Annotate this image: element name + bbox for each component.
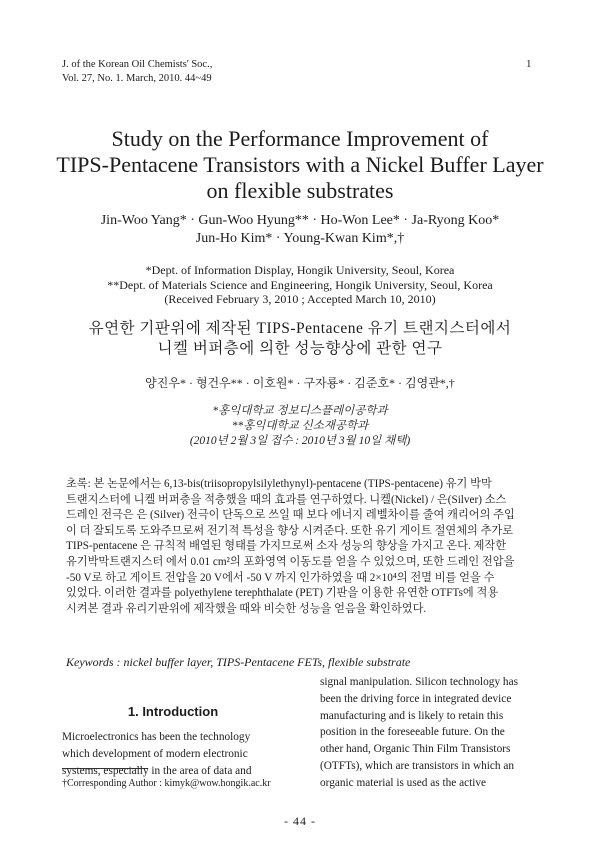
journal-citation bbox=[62, 58, 212, 86]
affiliations bbox=[0, 263, 600, 307]
abstract-line: 유기박막트랜지스터 에서 0.01 cm²의 포화영역 이동도를 얻을 수 있었으며, 또한 드레인 전압을 bbox=[66, 555, 515, 568]
author-list bbox=[0, 212, 600, 248]
korean-affiliation-2: **홍익대학교 신소재공학과 bbox=[231, 420, 369, 432]
korean-affiliation-1: *홍익대학교 정보디스플레이공학과 bbox=[212, 405, 388, 417]
authors-line-1: Jin-Woo Yang* · Gun-Woo Hyung** · Ho-Won Lee* · Ja-Ryong Koo* bbox=[100, 213, 500, 228]
body-line: been the driving force in integrated device bbox=[320, 692, 512, 705]
abstract-line: 시켜본 결과 유리기판위에 제작했을 때와 비슷한 성능을 얻음을 확인하였다. bbox=[66, 602, 427, 615]
korean-title-line-1: 유연한 기판위에 제작된 TIPS-Pentacene 유기 트랜지스터에서 bbox=[88, 320, 512, 337]
received-dates: (Received February 3, 2010 ; Accepted March 10, 2010) bbox=[164, 292, 436, 306]
body-line: organic material is used as the active bbox=[320, 776, 487, 789]
section-heading-introduction: 1. Introduction bbox=[127, 704, 219, 719]
korean-authors: 양진우* · 형건우** · 이호원* · 구자룡* · 김준호* · 김영관*,† bbox=[145, 376, 455, 390]
body-line: systems, especially in the area of data and bbox=[62, 764, 252, 777]
footer-page-number: - 44 - bbox=[284, 814, 316, 828]
body-line: signal manipulation. Silicon technology has bbox=[320, 676, 518, 688]
korean-title-line-2: 니켈 버퍼층에 의한 성능향상에 관한 연구 bbox=[157, 340, 443, 357]
body-line: which development of modern electronic bbox=[62, 747, 248, 760]
body-line: position in the foreseeable future. On the bbox=[320, 726, 505, 739]
journal-name: J. of the Korean Oil Chemists' Soc., bbox=[62, 59, 213, 70]
title-line-3: on flexible substrates bbox=[206, 178, 394, 203]
title-line-2: TIPS-Pentacene Transistors with a Nickel Buffer Layer bbox=[56, 152, 544, 177]
abstract-line: 초록: 본 논문에서는 6,13-bis(triisopropylsilylethynyl)-pentacene (TIPS-pentacene) 유기 박막 bbox=[66, 478, 492, 490]
abstract-line: 트랜지스터에 니켈 버퍼층을 적층했을 때의 효과를 연구하였다. 니켈(Nickel) / 은(Silver) 소스 bbox=[66, 493, 507, 506]
abstract bbox=[66, 477, 534, 617]
korean-title bbox=[0, 319, 600, 359]
body-line: other hand, Organic Thin Film Transistors bbox=[320, 743, 511, 756]
footnote-divider bbox=[62, 768, 148, 769]
korean-dates: (2010년 2월 3일 접수 : 2010년 3월 10일 채택) bbox=[189, 435, 411, 447]
abstract-line: 있었다. 이러한 결과를 polyethylene terephthalate (PET) 기판을 이용한 유연한 OTFTs에 적용 bbox=[66, 587, 499, 600]
abstract-line: -50 V로 하고 게이트 전압을 20 V에서 -50 V 까지 인가하였을 때 2×10⁴의 전멸 비를 얻을 수 bbox=[66, 571, 495, 584]
affiliation-1: *Dept. of Information Display, Hongik University, Seoul, Korea bbox=[145, 263, 455, 277]
affiliation-2: **Dept. of Materials Science and Engineering, Hongik University, Seoul, Korea bbox=[107, 277, 493, 292]
abstract-line: 이 더 잘되도록 도와주므로써 전기적 특성을 향상 시켜준다. 또한 유기 게이트 절연체의 추가로 bbox=[66, 524, 514, 537]
abstract-line: 드레인 전극은 은 (Silver) 전극이 단독으로 쓰일 때 보다 에너지 레벨차이를 줄여 캐리어의 주입 bbox=[66, 509, 515, 522]
journal-volume: Vol. 27, No. 1. March, 2010. 44~49 bbox=[62, 73, 212, 84]
body-line: manufacturing and is likely to retain this bbox=[320, 709, 504, 722]
right-column bbox=[320, 674, 538, 792]
header-page-number: 1 bbox=[526, 58, 532, 70]
authors-line-2: Jun-Ho Kim* · Young-Kwan Kim*,† bbox=[195, 231, 405, 246]
corresponding-author-footnote: †Corresponding Author : kimyk@wow.hongik.ac.kr bbox=[62, 778, 271, 789]
body-line: Microelectronics has been the technology bbox=[62, 731, 251, 743]
title-line-1: Study on the Performance Improvement of bbox=[111, 126, 489, 151]
keywords: Keywords : nickel buffer layer, TIPS-Pentacene FETs, flexible substrate bbox=[66, 655, 411, 669]
paper-title bbox=[0, 126, 600, 204]
body-line: (OTFTs), which are transistors in which an bbox=[320, 759, 515, 772]
abstract-line: TIPS-pentacene 은 규칙적 배열된 형태를 가지므로써 소자 성능의 향상을 가지고 온다. 제작한 bbox=[66, 540, 507, 553]
korean-affiliations bbox=[0, 404, 600, 449]
